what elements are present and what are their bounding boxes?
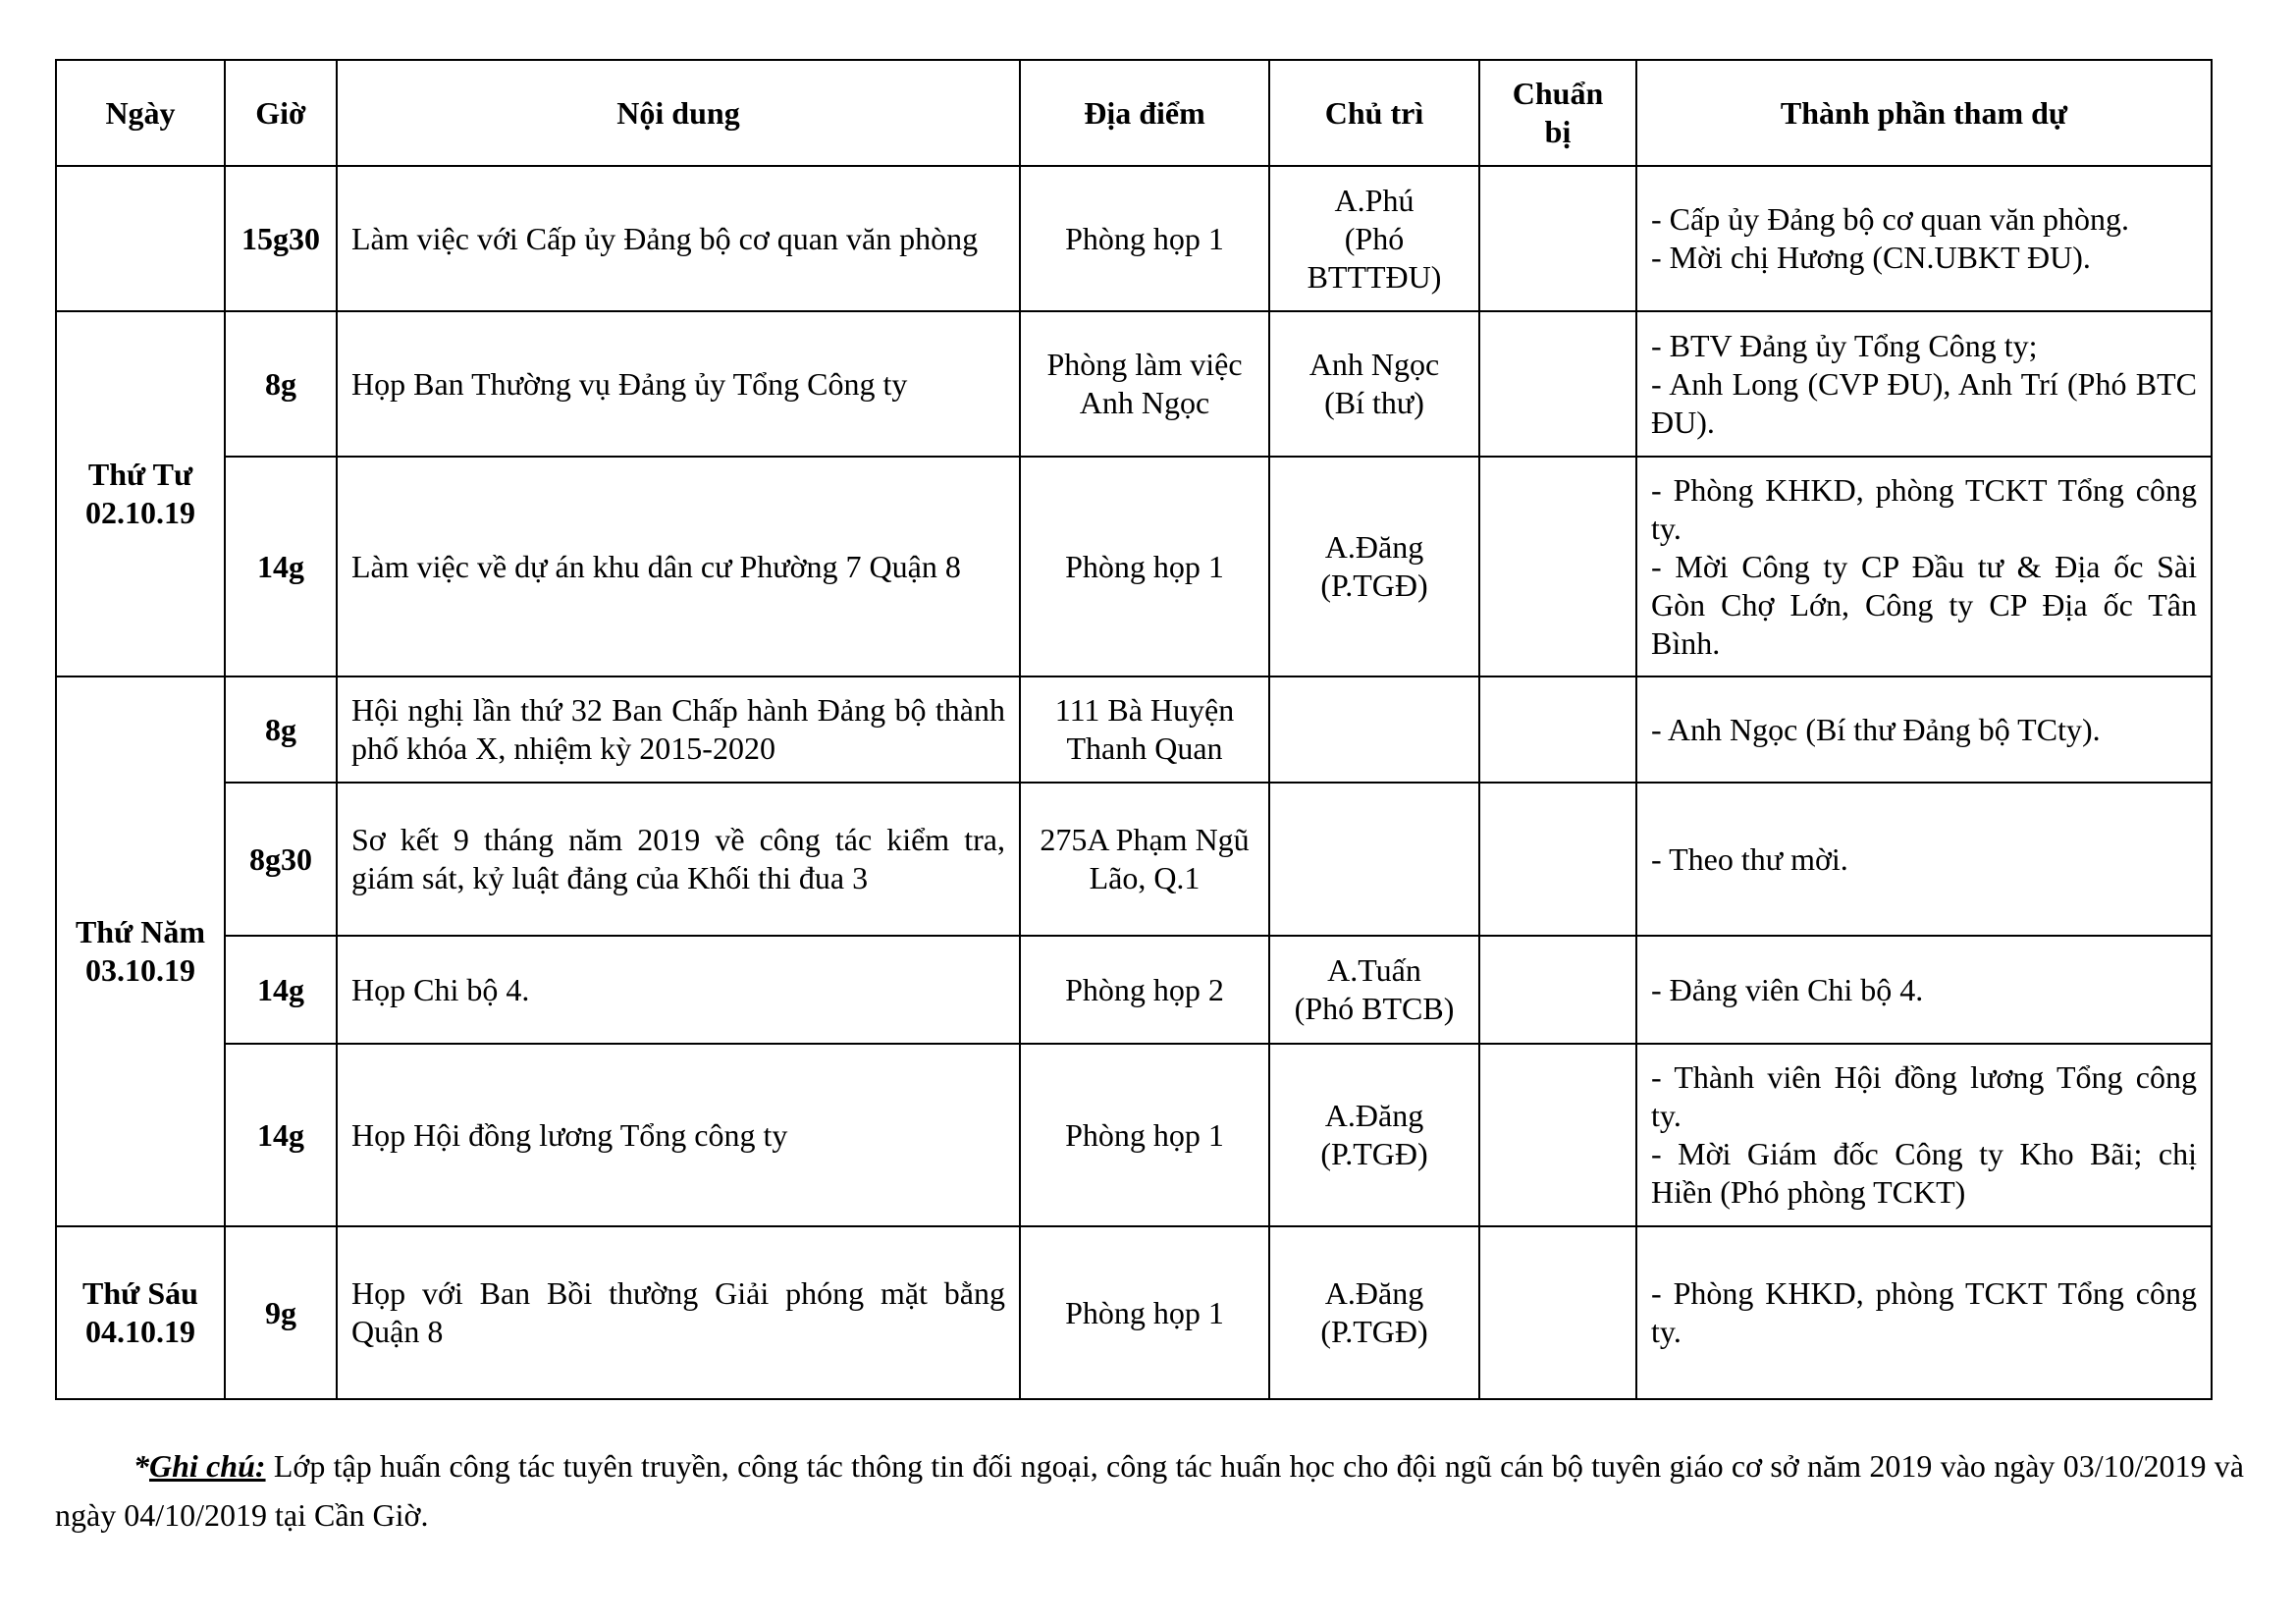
chair-line: A.Đăng [1324, 1275, 1424, 1311]
content-cell: Hội nghị lần thứ 32 Ban Chấp hành Đảng bộ thành phố khóa X, nhiệm kỳ 2015-2020 [337, 676, 1020, 783]
attendee-line: - Thành viên Hội đồng lương Tổng công ty. [1651, 1059, 2197, 1133]
header-time: Giờ [225, 60, 337, 166]
footnote [55, 1441, 2244, 1540]
time-cell: 14g [225, 457, 337, 676]
place-cell [1020, 1226, 1269, 1399]
attendee-line: - Mời chị Hương (CN.UBKT ĐU). [1651, 240, 2091, 275]
time-cell: 14g [225, 1044, 337, 1226]
chair-line: A.Đăng [1324, 529, 1424, 565]
place-line: Phòng họp 2 [1065, 971, 1224, 1007]
place-line: Lão, Q.1 [1089, 860, 1201, 895]
time-cell: 8g30 [225, 783, 337, 936]
prep-cell [1479, 783, 1636, 936]
header-place: Địa điểm [1020, 60, 1269, 166]
place-cell [1020, 676, 1269, 783]
attendee-line: - Mời Công ty CP Đầu tư & Địa ốc Sài Gòn Chợ Lớn, Công ty CP Địa ốc Tân Bình. [1651, 548, 2197, 661]
chair-cell [1269, 783, 1479, 936]
place-line: Phòng làm việc [1046, 347, 1243, 382]
header-attendees: Thành phần tham dự [1636, 60, 2212, 166]
content-cell: Làm việc với Cấp ủy Đảng bộ cơ quan văn phòng [337, 166, 1020, 311]
prep-cell [1479, 311, 1636, 457]
attendee-line: - Theo thư mời. [1651, 840, 1848, 877]
header-day: Ngày [56, 60, 225, 166]
chair-cell [1269, 166, 1479, 311]
footnote-text: Lớp tập huấn công tác tuyên truyền, công tác thông tin đối ngoại, công tác huấn học cho đội ngũ cán bộ tuyên giáo cơ sở năm 2019 vào ngày 03/10/2019 và ngày 04/10/2019 tại Cần Giờ. [55, 1448, 2245, 1533]
table-row [56, 783, 2212, 936]
attendee-line: - Mời Giám đốc Công ty Kho Bãi; chị Hiền (Phó phòng TCKT) [1651, 1136, 2197, 1210]
day-date: 02.10.19 [85, 495, 195, 530]
place-line: 275A Phạm Ngũ [1040, 822, 1250, 857]
footnote-label [133, 1448, 266, 1484]
time-cell: 14g [225, 936, 337, 1044]
day-date: 04.10.19 [85, 1314, 195, 1349]
chair-line: (P.TGĐ) [1320, 1136, 1428, 1171]
chair-line: (Bí thư) [1324, 385, 1424, 420]
chair-cell [1269, 936, 1479, 1044]
prep-cell [1479, 166, 1636, 311]
chair-line: (Phó BTCB) [1294, 991, 1455, 1026]
attendees-cell [1636, 166, 2212, 311]
time-cell: 9g [225, 1226, 337, 1399]
chair-cell [1269, 1044, 1479, 1226]
day-cell-thu-tu [56, 311, 225, 676]
content-cell: Họp Chi bộ 4. [337, 936, 1020, 1044]
place-cell [1020, 936, 1269, 1044]
attendee-line: - Cấp ủy Đảng bộ cơ quan văn phòng. [1651, 201, 2130, 237]
place-line: 111 Bà Huyện [1054, 692, 1235, 728]
header-prep [1479, 60, 1636, 166]
chair-cell [1269, 676, 1479, 783]
day-cell [56, 166, 225, 311]
footnote-asterisk: * [133, 1448, 149, 1484]
chair-line: A.Phú [1334, 182, 1415, 218]
attendee-line: - Phòng KHKD, phòng TCKT Tổng công ty. [1651, 471, 2197, 546]
table-row [56, 166, 2212, 311]
chair-line: A.Tuấn [1327, 952, 1421, 988]
place-cell [1020, 311, 1269, 457]
content-cell: Làm việc về dự án khu dân cư Phường 7 Quận 8 [337, 457, 1020, 676]
place-line: Thanh Quan [1066, 730, 1223, 766]
content-cell: Sơ kết 9 tháng năm 2019 về công tác kiểm tra, giám sát, kỷ luật đảng của Khối thi đua 3 [337, 783, 1020, 936]
time-cell: 8g [225, 311, 337, 457]
attendee-line: - Anh Long (CVP ĐU), Anh Trí (Phó BTC ĐU). [1651, 365, 2197, 440]
time-cell: 15g30 [225, 166, 337, 311]
chair-line: (Phó [1344, 220, 1405, 256]
day-label: Thứ Năm [75, 914, 206, 949]
attendees-cell [1636, 936, 2212, 1044]
prep-cell [1479, 457, 1636, 676]
place-cell [1020, 166, 1269, 311]
header-chair: Chủ trì [1269, 60, 1479, 166]
attendee-line: - Phòng KHKD, phòng TCKT Tổng công ty. [1651, 1275, 2197, 1349]
attendees-cell [1636, 783, 2212, 936]
day-cell-thu-nam [56, 676, 225, 1226]
chair-line: Anh Ngọc [1308, 347, 1440, 382]
table-row [56, 311, 2212, 457]
place-cell [1020, 783, 1269, 936]
place-line: Anh Ngọc [1079, 385, 1210, 420]
content-cell: Họp Ban Thường vụ Đảng ủy Tổng Công ty [337, 311, 1020, 457]
prep-cell [1479, 936, 1636, 1044]
footnote-label-text: Ghi chú: [149, 1448, 266, 1484]
day-label: Thứ Sáu [82, 1275, 198, 1311]
place-line: Phòng họp 1 [1065, 548, 1224, 584]
place-cell [1020, 457, 1269, 676]
chair-cell [1269, 311, 1479, 457]
header-prep-line: bị [1544, 114, 1572, 149]
table-row [56, 1226, 2212, 1399]
place-line: Phòng họp 1 [1065, 220, 1224, 256]
attendees-cell [1636, 1226, 2212, 1399]
table-row [56, 1044, 2212, 1226]
content-cell: Họp Hội đồng lương Tổng công ty [337, 1044, 1020, 1226]
place-cell [1020, 1044, 1269, 1226]
content-cell: Họp với Ban Bồi thường Giải phóng mặt bằng Quận 8 [337, 1226, 1020, 1399]
place-line: Phòng họp 1 [1065, 1116, 1224, 1153]
chair-line: BTTTĐU) [1307, 258, 1442, 295]
attendees-cell [1636, 457, 2212, 676]
table-row [56, 457, 2212, 676]
table-row [56, 676, 2212, 783]
prep-cell [1479, 1044, 1636, 1226]
prep-cell [1479, 676, 1636, 783]
attendees-cell [1636, 1044, 2212, 1226]
table-row [56, 936, 2212, 1044]
attendee-line: - Anh Ngọc (Bí thư Đảng bộ TCty). [1651, 711, 2101, 747]
day-date: 03.10.19 [85, 952, 195, 988]
attendee-line: - Đảng viên Chi bộ 4. [1651, 971, 1924, 1007]
chair-line: (P.TGĐ) [1320, 1314, 1428, 1349]
attendees-cell [1636, 311, 2212, 457]
header-row [56, 60, 2212, 166]
header-prep-line: Chuẩn [1512, 76, 1604, 111]
place-line: Phòng họp 1 [1065, 1294, 1224, 1330]
time-cell: 8g [225, 676, 337, 783]
schedule-table [55, 59, 2213, 1400]
chair-cell [1269, 457, 1479, 676]
attendees-cell [1636, 676, 2212, 783]
day-cell-thu-sau [56, 1226, 225, 1399]
chair-line: (P.TGĐ) [1320, 568, 1428, 603]
attendee-line: - BTV Đảng ủy Tổng Công ty; [1651, 327, 2038, 363]
prep-cell [1479, 1226, 1636, 1399]
header-content: Nội dung [337, 60, 1020, 166]
day-label: Thứ Tư [87, 457, 193, 492]
chair-line: A.Đăng [1324, 1098, 1424, 1133]
chair-cell [1269, 1226, 1479, 1399]
